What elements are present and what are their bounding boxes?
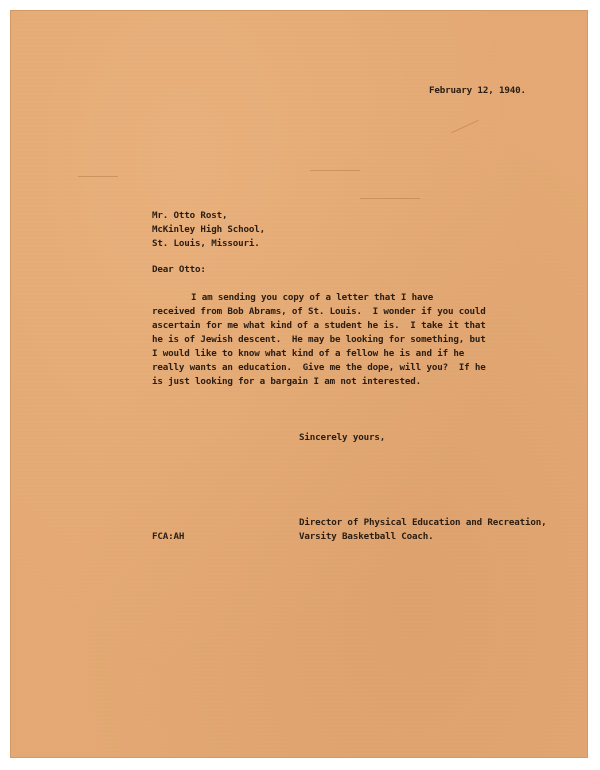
paper-mark [78,176,118,177]
paper-mark [451,120,479,134]
paper-mark [310,170,360,171]
recipient-city: St. Louis, Missouri. [152,238,260,249]
salutation: Dear Otto: [152,264,206,275]
signature-title: Director of Physical Education and Recreation, [299,517,547,528]
closing: Sincerely yours, [299,432,386,443]
recipient-school: McKinley High School, [152,224,266,235]
body-line: he is of Jewish descent. He may be looking for something, but [152,334,486,345]
body-line: I am sending you copy of a letter that I have [191,292,434,303]
body-line: is just looking for a bargain I am not interested. [152,376,422,387]
letter-page [10,10,588,758]
body-line: I would like to know what kind of a fellow he is and if he [152,348,465,359]
paper-mark [360,198,420,199]
letter-date: February 12, 1940. [429,85,526,96]
reference-initials: FCA:AH [152,531,185,542]
body-line: ascertain for me what kind of a student he is. I take it that [152,320,486,331]
body-line: received from Bob Abrams, of St. Louis. I wonder if you could [152,306,486,317]
signature-role: Varsity Basketball Coach. [299,531,434,542]
recipient-name: Mr. Otto Rost, [152,210,228,221]
body-line: really wants an education. Give me the dope, will you? If he [152,362,486,373]
